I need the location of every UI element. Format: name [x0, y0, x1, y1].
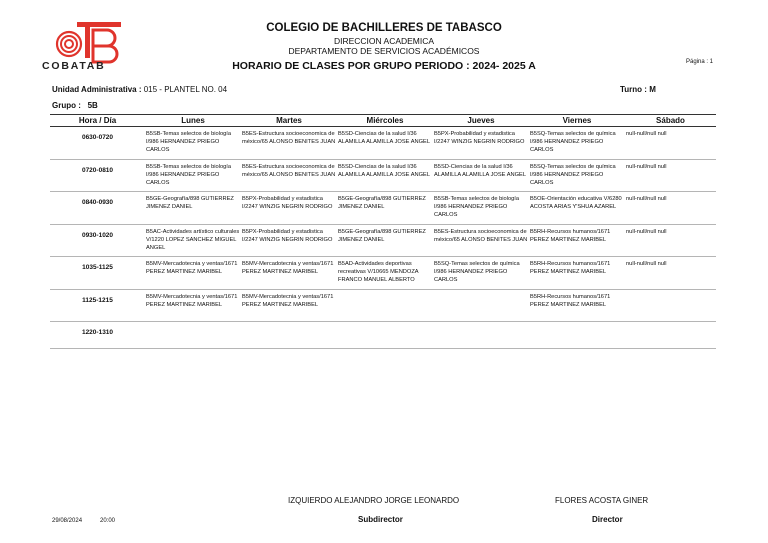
class-cell	[625, 289, 716, 322]
time-slot: 0840-0930	[50, 192, 145, 225]
table-row	[50, 257, 716, 290]
class-cell: B5SQ-Temas selectos de química I/986 HERNANDEZ PRIEGO CARLOS	[529, 159, 625, 192]
class-cell: null-null/null null	[625, 159, 716, 192]
class-cell: B5MV-Mercadotecnia y ventas/1671 PEREZ MARTINEZ MARIBEL	[241, 289, 337, 322]
class-cell: B5ES-Estructura socioeconomica de méxico/65 ALONSO BENITES JUAN	[433, 224, 529, 257]
class-cell: B5SQ-Temas selectos de química I/986 HERNANDEZ PRIEGO CARLOS	[433, 257, 529, 290]
table-row	[50, 224, 716, 257]
table-row	[50, 159, 716, 192]
director-role: Director	[592, 515, 623, 524]
class-cell: B5GE-Geografía/898 GUTIERREZ JIMENEZ DANIEL	[337, 224, 433, 257]
class-cell	[337, 322, 433, 349]
class-cell: B5PX-Probabilidad y estadistica I/2247 WINZIG NEGRIN RODRIGO	[241, 224, 337, 257]
class-cell: B5AD-Actividades deportivas recreativas V/10665 MENDOZA FRANCO MANUEL ALBERTO	[337, 257, 433, 290]
class-cell: B5SB-Temas selectos de biología I/986 HERNANDEZ PRIEGO CARLOS	[145, 127, 241, 160]
header-martes: Martes	[241, 115, 337, 127]
unidad-label: Unidad Administrativa :	[52, 85, 142, 94]
class-cell: null-null/null null	[625, 224, 716, 257]
print-time: 20:00	[100, 518, 116, 524]
class-cell: B5ES-Estructura socioeconomica de méxico/65 ALONSO BENITES JUAN	[241, 127, 337, 160]
class-cell: B5OE-Orientación educativa V/6280 ACOSTA ARIAS Y'SHUA AZAREL	[529, 192, 625, 225]
class-cell: B5RH-Recursos humanos/1671 PEREZ MARTINEZ MARIBEL	[529, 257, 625, 290]
class-cell: B5PX-Probabilidad y estadistica I/2247 WINZIG NEGRIN RODRIGO	[241, 192, 337, 225]
header-jueves: Jueves	[433, 115, 529, 127]
schedule-table	[50, 114, 716, 349]
class-cell	[241, 322, 337, 349]
grupo-label: Grupo :	[52, 101, 81, 110]
class-cell: null-null/null null	[625, 192, 716, 225]
class-cell: B5PX-Probabilidad y estadistica I/2247 WINZIG NEGRIN RODRIGO	[433, 127, 529, 160]
unidad-value: 015 - PLANTEL NO. 04	[143, 85, 228, 94]
class-cell: B5GE-Geografía/898 GUTIERREZ JIMENEZ DANIEL	[337, 192, 433, 225]
grupo-line	[52, 101, 98, 110]
turno-line	[620, 85, 656, 94]
print-date: 29/08/2024	[52, 518, 83, 524]
grupo-value: 5B	[87, 101, 98, 110]
class-cell	[625, 322, 716, 349]
class-cell: B5SB-Temas selectos de biología I/986 HERNANDEZ PRIEGO CARLOS	[145, 159, 241, 192]
class-cell	[529, 322, 625, 349]
class-cell: null-null/null null	[625, 127, 716, 160]
director-name: FLORES ACOSTA GINER	[555, 496, 649, 505]
direction-title: DIRECCION ACADEMICA	[333, 36, 435, 46]
class-cell: B5SD-Ciencias de la salud I/36 ALAMILLA ALAMILLA JOSE ANGEL	[337, 159, 433, 192]
header-viernes: Viernes	[529, 115, 625, 127]
header-miercoles: Miércoles	[337, 115, 433, 127]
turno-value: M	[649, 85, 656, 94]
time-slot: 1220-1310	[50, 322, 145, 349]
class-cell: B5SD-Ciencias de la salud I/36 ALAMILLA ALAMILLA JOSE ANGEL	[433, 159, 529, 192]
table-header-row	[50, 115, 716, 127]
class-cell: B5SB-Temas selectos de biología I/986 HERNANDEZ PRIEGO CARLOS	[433, 192, 529, 225]
table-row	[50, 289, 716, 322]
class-cell: B5RH-Recursos humanos/1671 PEREZ MARTINEZ MARIBEL	[529, 224, 625, 257]
class-cell	[433, 322, 529, 349]
class-cell: B5ES-Estructura socioeconomica de méxico/65 ALONSO BENITES JUAN	[241, 159, 337, 192]
class-cell	[433, 289, 529, 322]
time-slot: 0930-1020	[50, 224, 145, 257]
class-cell: B5SD-Ciencias de la salud I/36 ALAMILLA ALAMILLA JOSE ANGEL	[337, 127, 433, 160]
time-slot: 1035-1125	[50, 257, 145, 290]
report-title: HORARIO DE CLASES POR GRUPO PERIODO : 2024- 2025 A	[232, 60, 536, 72]
class-cell: B5AC-Actividades artístico culturales V/1220 LOPEZ SANCHEZ MIGUEL ANGEL	[145, 224, 241, 257]
table-row	[50, 192, 716, 225]
class-cell: B5SQ-Temas selectos de química I/986 HERNANDEZ PRIEGO CARLOS	[529, 127, 625, 160]
header-lunes: Lunes	[145, 115, 241, 127]
class-cell: B5MV-Mercadotecnia y ventas/1671 PEREZ MARTINEZ MARIBEL	[241, 257, 337, 290]
institution-title: COLEGIO DE BACHILLERES DE TABASCO	[266, 22, 502, 34]
time-slot: 1125-1215	[50, 289, 145, 322]
class-cell	[337, 289, 433, 322]
page-number: Página : 1	[686, 59, 714, 65]
logo-text: COBATAB	[42, 60, 106, 72]
table-row	[50, 127, 716, 160]
class-cell: B5RH-Recursos humanos/1671 PEREZ MARTINEZ MARIBEL	[529, 289, 625, 322]
header-sabado: Sábado	[625, 115, 716, 127]
time-slot: 0630-0720	[50, 127, 145, 160]
class-cell: B5GE-Geografía/898 GUTIERREZ JIMENEZ DANIEL	[145, 192, 241, 225]
class-cell: null-null/null null	[625, 257, 716, 290]
class-cell: B5MV-Mercadotecnia y ventas/1671 PEREZ MARTINEZ MARIBEL	[145, 289, 241, 322]
class-cell	[145, 322, 241, 349]
turno-label: Turno :	[620, 85, 647, 94]
subdirector-role: Subdirector	[358, 515, 403, 524]
subdirector-name: IZQUIERDO ALEJANDRO JORGE LEONARDO	[288, 496, 460, 505]
header-hora: Hora / Día	[50, 115, 145, 127]
unidad-line	[52, 85, 227, 94]
table-row	[50, 322, 716, 349]
time-slot: 0720-0810	[50, 159, 145, 192]
class-cell: B5MV-Mercadotecnia y ventas/1671 PEREZ MARTINEZ MARIBEL	[145, 257, 241, 290]
department-title: DEPARTAMENTO DE SERVICIOS ACADÉMICOS	[288, 46, 480, 56]
